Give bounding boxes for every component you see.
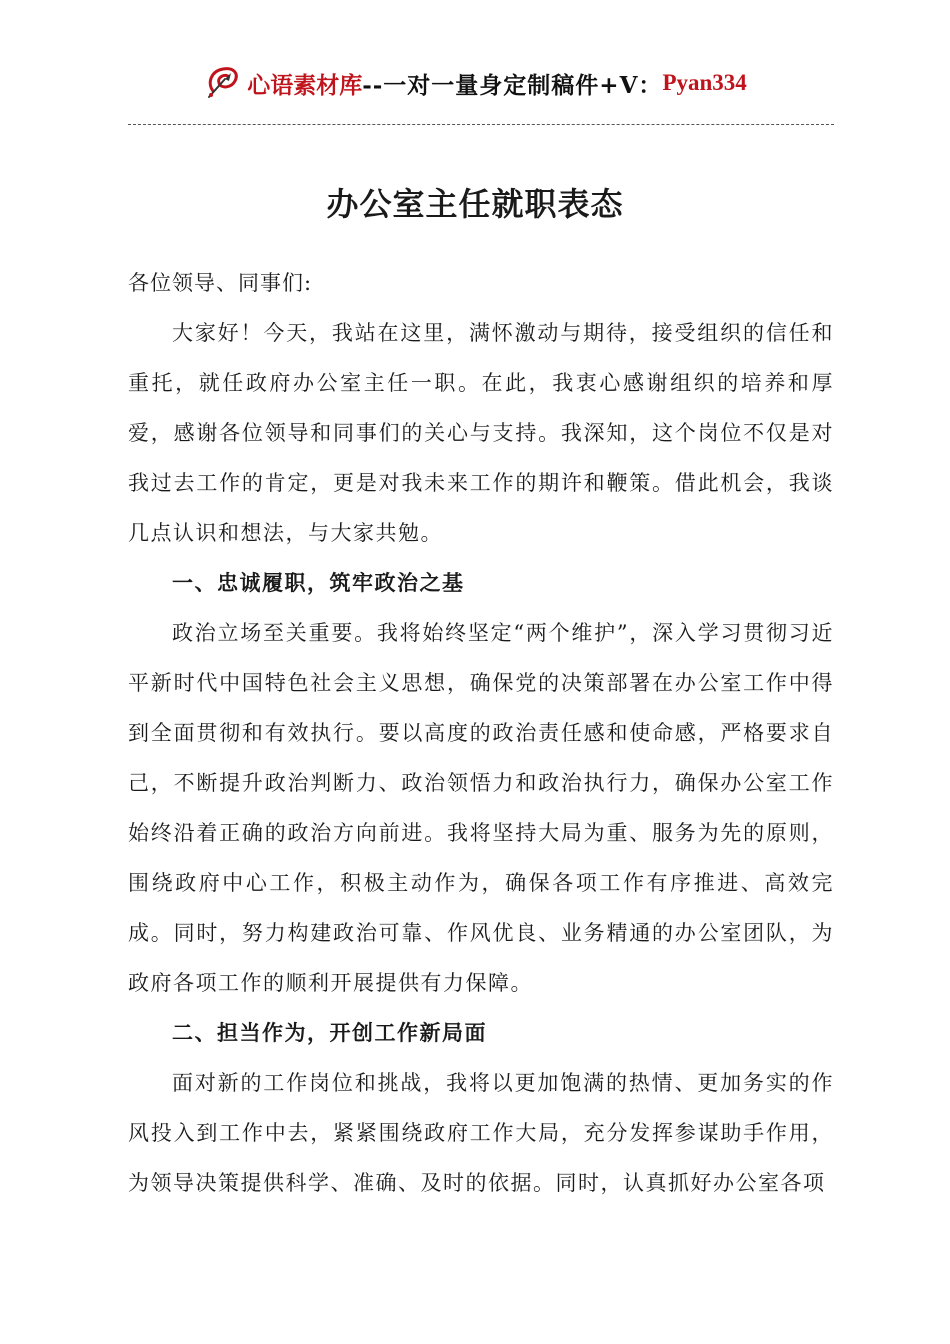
header-divider: [128, 124, 834, 125]
document-body: [128, 208, 834, 1208]
brand-name: 心语素材库: [247, 71, 363, 99]
page-header: [0, 58, 950, 108]
contact-id: Pyan334: [662, 70, 747, 95]
intro-paragraph: 大家好！今天，我站在这里，满怀激动与期待，接受组织的信任和重托，就任政府办公室主任一职。在此，我衷心感谢组织的培养和厚爱，感谢各位领导和同事们的关心与支持。我深知，这个岗位不仅是对我过去工作的肯定，更是对我未来工作的期许和鞭策。借此机会，我谈几点认识和想法，与大家共勉。: [128, 321, 834, 545]
quill-swirl-logo-icon: [203, 61, 247, 101]
greeting: 各位领导、同事们:: [128, 271, 313, 295]
title-spacer: [128, 208, 834, 258]
section-1-heading: 一、忠诚履职，筑牢政治之基: [172, 570, 465, 595]
header-banner: [203, 63, 747, 103]
document-title: 办公室主任就职表态: [326, 185, 624, 223]
section-2-heading: 二、担当作为，开创工作新局面: [172, 1020, 487, 1045]
section-2-paragraph: 面对新的工作岗位和挑战，我将以更加饱满的热情、更加务实的作风投入到工作中去，紧紧围绕政府工作大局，充分发挥参谋助手作用，为领导决策提供科学、准确、及时的依据。同时，认真抓好办公室各项: [128, 1071, 834, 1195]
section-1-paragraph: 政治立场至关重要。我将始终坚定“两个维护”，深入学习贯彻习近平新时代中国特色社会主义思想，确保党的决策部署在办公室工作中得到全面贯彻和有效执行。要以高度的政治责任感和使命感，严格要求自己，不断提升政治判断力、政治领悟力和政治执行力，确保办公室工作始终沿着正确的政治方向前进。我将坚持大局为重、服务为先的原则，围绕政府中心工作，积极主动作为，确保各项工作有序推进、高效完成。同时，努力构建政治可靠、作风优良、业务精通的办公室团队，为政府各项工作的顺利开展提供有力保障。: [128, 621, 834, 995]
header-tagline: --一对一量身定制稿件+V：: [362, 71, 663, 99]
